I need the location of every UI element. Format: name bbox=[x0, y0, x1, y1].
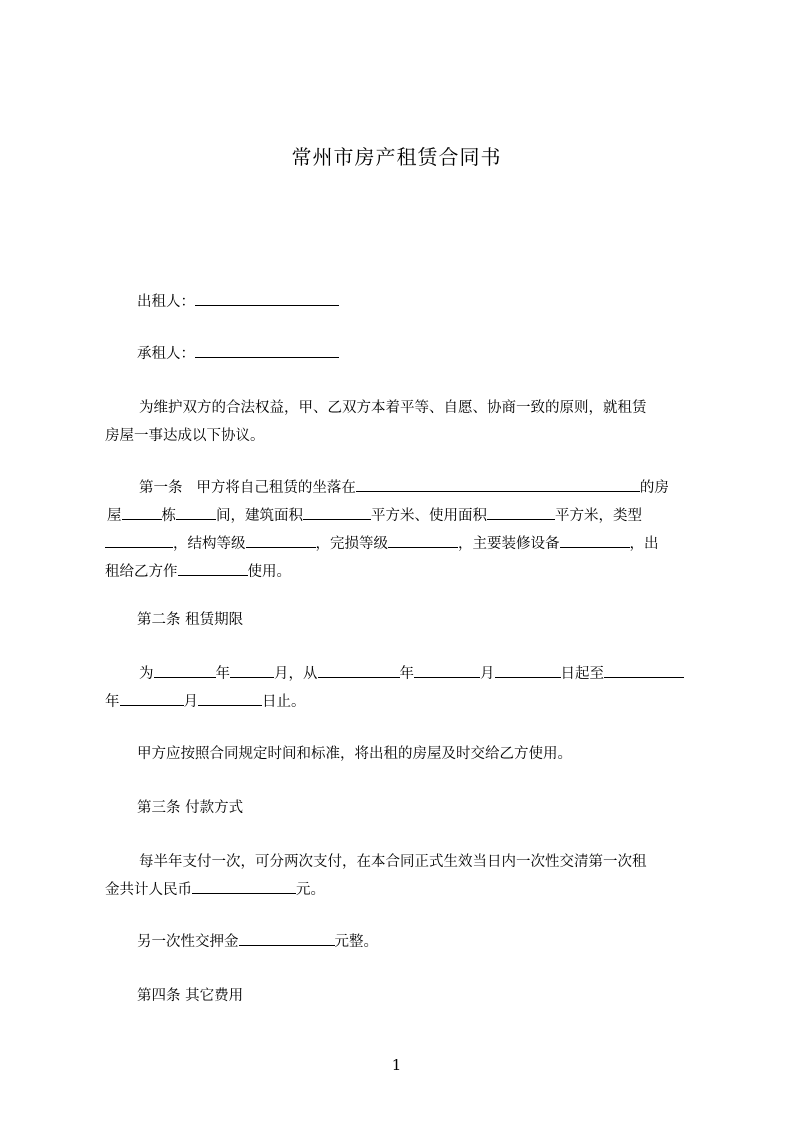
end-year-blank[interactable] bbox=[604, 662, 684, 678]
article-1 bbox=[105, 474, 701, 586]
term-text: 月 bbox=[183, 694, 198, 710]
lessor-line bbox=[137, 288, 733, 316]
article-1-text: 甲方将自己租赁的坐落在 bbox=[196, 480, 356, 496]
article-1-line-3 bbox=[105, 530, 701, 558]
term-months-blank[interactable] bbox=[230, 662, 274, 678]
article-1-text: 使用。 bbox=[247, 564, 291, 580]
article-1-line-4 bbox=[105, 558, 701, 586]
term-text: 年 bbox=[399, 666, 414, 682]
article-1-line-2 bbox=[105, 502, 701, 530]
article-1-text: ，完损等级 bbox=[315, 536, 388, 552]
article-2-term bbox=[105, 660, 701, 716]
term-text: 月，从 bbox=[274, 666, 318, 682]
decoration-blank[interactable] bbox=[560, 532, 630, 548]
term-text: 日起至 bbox=[560, 666, 604, 682]
page-number: 1 bbox=[391, 1056, 402, 1074]
start-month-blank[interactable] bbox=[414, 662, 480, 678]
deposit-amount-blank[interactable] bbox=[239, 930, 335, 946]
damage-grade-blank[interactable] bbox=[388, 532, 458, 548]
building-blank[interactable] bbox=[122, 504, 162, 520]
rent-amount-blank[interactable] bbox=[192, 878, 296, 894]
article-4-heading: 第四条 其它费用 bbox=[137, 988, 244, 1004]
end-day-blank[interactable] bbox=[198, 690, 262, 706]
end-month-blank[interactable] bbox=[120, 690, 184, 706]
usage-blank[interactable] bbox=[178, 560, 248, 576]
lessee-blank[interactable] bbox=[195, 342, 339, 358]
building-area-blank[interactable] bbox=[303, 504, 371, 520]
lessee-line bbox=[137, 340, 733, 368]
intro-paragraph bbox=[105, 394, 701, 450]
term-text: 年 bbox=[215, 666, 230, 682]
payment-line-2 bbox=[105, 876, 701, 904]
location-blank[interactable] bbox=[356, 476, 640, 492]
lessee-label: 承租人： bbox=[137, 346, 195, 362]
lessor-label: 出租人： bbox=[137, 294, 195, 310]
term-text: 为 bbox=[139, 666, 154, 682]
article-2-line-2 bbox=[105, 688, 701, 716]
deposit-text: 元整。 bbox=[334, 934, 378, 950]
article-1-text: 租给乙方作 bbox=[105, 564, 178, 580]
intro-line-2: 房屋一事达成以下协议。 bbox=[105, 428, 265, 444]
article-1-line-1 bbox=[105, 474, 701, 502]
article-1-text: 屋 bbox=[107, 508, 122, 524]
article-1-text: ，结构等级 bbox=[173, 536, 246, 552]
article-1-text: 栋 bbox=[161, 508, 176, 524]
term-text: 年 bbox=[105, 694, 120, 710]
lessor-blank[interactable] bbox=[195, 290, 339, 306]
payment-paragraph bbox=[105, 848, 701, 904]
article-1-text: 平方米，类型 bbox=[555, 508, 642, 524]
structure-grade-blank[interactable] bbox=[246, 532, 316, 548]
deposit-line bbox=[137, 928, 733, 956]
article-2-heading: 第二条 租赁期限 bbox=[137, 612, 244, 628]
article-1-text: ，主要装修设备 bbox=[458, 536, 560, 552]
delivery-clause: 甲方应按照合同规定时间和标准，将出租的房屋及时交给乙方使用。 bbox=[137, 746, 572, 762]
article-1-text: 的房 bbox=[639, 480, 669, 496]
page-title: 常州市房产租赁合同书 bbox=[291, 145, 502, 169]
article-2-line-1 bbox=[105, 660, 701, 688]
article-1-text: 平方米、使用面积 bbox=[371, 508, 487, 524]
usable-area-blank[interactable] bbox=[487, 504, 555, 520]
room-blank[interactable] bbox=[176, 504, 216, 520]
article-1-text: 间，建筑面积 bbox=[216, 508, 303, 524]
payment-text: 元。 bbox=[296, 882, 325, 898]
term-years-blank[interactable] bbox=[154, 662, 216, 678]
start-year-blank[interactable] bbox=[318, 662, 400, 678]
payment-text: 金共计人民币 bbox=[105, 882, 192, 898]
article-3-heading: 第三条 付款方式 bbox=[137, 800, 244, 816]
term-text: 月 bbox=[480, 666, 495, 682]
article-1-heading: 第一条 bbox=[139, 480, 183, 496]
deposit-text: 另一次性交押金 bbox=[137, 934, 239, 950]
start-day-blank[interactable] bbox=[495, 662, 561, 678]
type-blank[interactable] bbox=[105, 532, 173, 548]
article-1-text: ，出 bbox=[629, 536, 659, 552]
payment-line-1: 每半年支付一次，可分两次支付，在本合同正式生效当日内一次性交清第一次租 bbox=[139, 854, 647, 870]
intro-line-1: 为维护双方的合法权益，甲、乙双方本着平等、自愿、协商一致的原则，就租赁 bbox=[139, 400, 647, 416]
term-text: 日止。 bbox=[262, 694, 306, 710]
